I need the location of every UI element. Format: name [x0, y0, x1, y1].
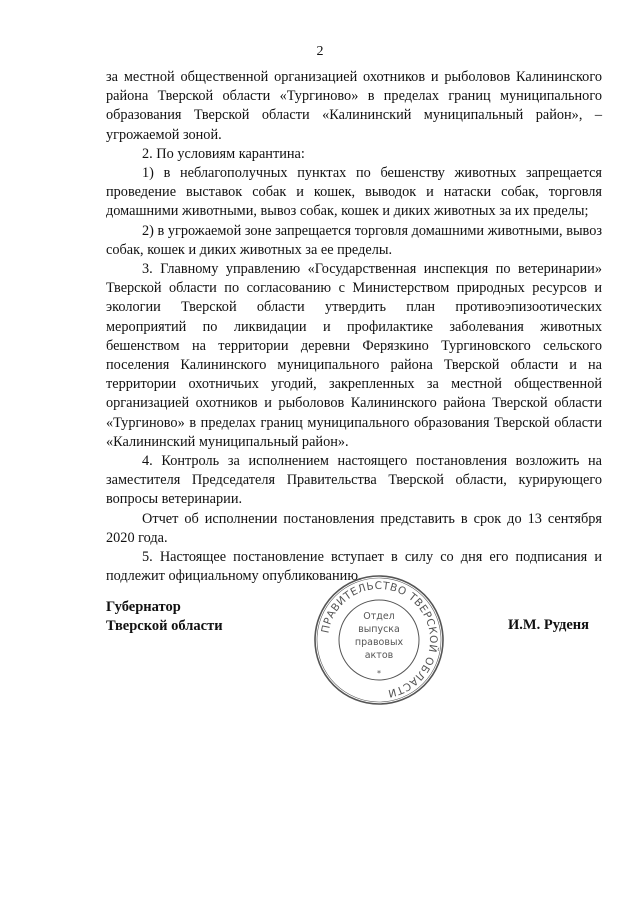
stamp-line3: правовых — [354, 637, 404, 648]
paragraph-report: Отчет об исполнении постановления представить в срок до 13 сентября 2020 года. — [106, 510, 602, 546]
paragraph-item-3: 3. Главному управлению «Государственная инспекция по ветеринарии» Тверской области по согласованию с Министерством природных ресурсов и экологии Тверской области утвердить план противоэпизоотических мероприятий по ликвидации и профилактике заболевания животных бешенством на территории деревни Ферязкино Тургиновского сельского поселения Калининского муниципального района Тверской области и на территории охотничьих угодий, закрепленных за местной общественной организацией охотников и рыболовов Калининского района Тверской области «Тургиново» в пределах границ муниципального образования Тверской области «Калининский муниципальный район». — [106, 261, 602, 450]
document-body — [106, 68, 602, 586]
stamp-ring-text: ПРАВИТЕЛЬСТВО ТВЕРСКОЙ ОБЛАСТИ — [319, 579, 440, 700]
page-number: 2 — [316, 44, 324, 59]
official-stamp — [313, 574, 445, 706]
paragraph-continuation: за местной общественной организацией охотников и рыболовов Калининского района Тверской области «Тургиново» в пределах границ муниципального образования Тверской области «Калининский муниципальный район», – угрожаемой зоной. — [106, 69, 602, 143]
paragraph-item-4: 4. Контроль за исполнением настоящего постановления возложить на заместителя Председателя Правительства Тверской области, курирующего вопросы ветеринарии. — [106, 453, 602, 508]
signature-title-line2: Тверской области — [106, 618, 223, 634]
signature-title — [106, 598, 223, 636]
stamp-line1: Отдел — [363, 611, 395, 622]
paragraph-item-2: 2. По условиям карантина: — [142, 145, 305, 162]
paragraph-subitem-2: 2) в угрожаемой зоне запрещается торговля домашними животными, вывоз собак, кошек и диких животных за ее пределы. — [106, 222, 602, 258]
signature-name: И.М. Руденя — [508, 617, 590, 633]
stamp-star-mark: * — [377, 669, 381, 678]
paragraph-item-5: 5. Настоящее постановление вступает в силу со дня его подписания и подлежит официальному опубликованию. — [106, 549, 602, 585]
stamp-seal-graphic — [313, 574, 445, 706]
paragraph-subitem-1: 1) в неблагополучных пунктах по бешенству животных запрещается проведение выставок собак и кошек, выводок и натаски собак, торговля домашними животными, вывоз собак, кошек и диких животных за их пределы; — [106, 165, 602, 220]
stamp-line2: выпуска — [358, 624, 400, 635]
signature-title-line1: Губернатор — [106, 599, 181, 615]
stamp-line4: актов — [364, 650, 394, 661]
